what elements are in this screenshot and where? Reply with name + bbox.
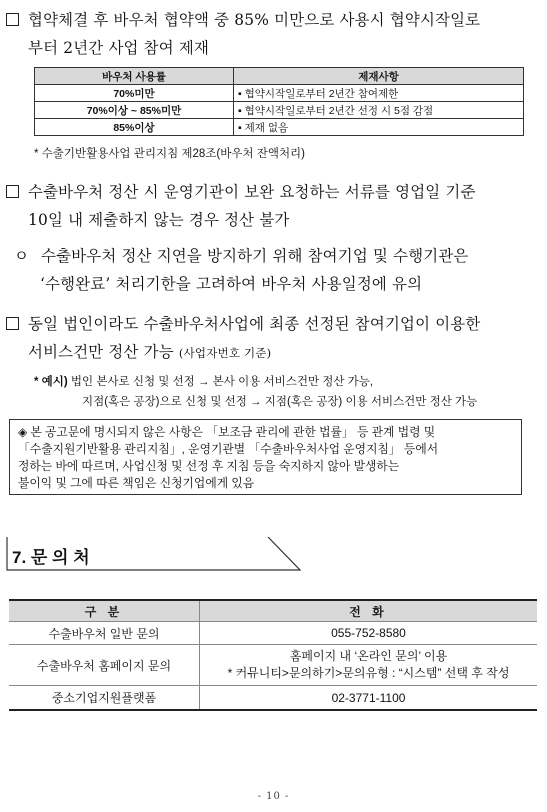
col-header-phone: 전 화 [200,600,538,622]
section3-text: 동일 법인이라도 수출바우처사업에 최종 선정된 참여기업이 이용한 서비스건만 정산 가능 (사업자번호 기준) [6,310,480,367]
table-row [35,102,524,119]
checkbox-square-icon [6,317,19,330]
checkbox-square-icon [6,13,19,26]
regulation-note: * 수출기반활용사업 관리지침 제28조(바우처 잔액처리) [34,148,305,160]
category-cell: 수출바우처 홈페이지 문의 [9,645,200,686]
sanction-cell: ▪ 제재 없음 [234,119,524,136]
col-header-rate: 바우처 사용률 [35,68,234,85]
rate-cell: 85%이상 [35,119,234,136]
example-block: * 예시) 법인 본사로 신청 및 선정 → 본사 이용 서비스건만 정산 가능, 지점(혹은 공장)으로 신청 및 선정 → 지점(혹은 공장) 이용 서비스건만 정산 가능 [34,376,478,408]
category-cell: 수출바우처 일반 문의 [9,622,200,645]
table-row [35,119,524,136]
page-number: - 10 - [257,791,290,802]
contact-table [9,599,537,711]
rate-cell: 70%미만 [35,85,234,102]
checkbox-square-icon [6,185,19,198]
table-row [9,622,537,645]
section1-text: 협약체결 후 바우처 협약액 중 85% 미만으로 사용시 협약시작일로 부터 2년간 사업 참여 제재 [6,6,480,62]
circle-bullet-icon: ㅇ [14,247,30,265]
sanction-cell: ▪ 협약시작일로부터 2년간 참여제한 [234,85,524,102]
col-header-sanction: 제재사항 [234,68,524,85]
section7-heading: 7. 문 의 처 [12,548,90,567]
sanction-cell: ▪ 협약시작일로부터 2년간 선정 시 5점 감점 [234,102,524,119]
example-label: * 예시) [34,376,68,388]
notice-box: ◈ 본 공고문에 명시되지 않은 사항은 「보조금 관리에 관한 법률」 등 관계 법령 및 「수출지원기반활용 관리지침」, 운영기관별 「수출바우처사업 운영지침」 등에서 정하는 바에 따르며, 사업신청 및 선정 후 지침 등을 숙지하지 않아 발생하는 불이익 및 그에 따른 책임은 신청기업에게 있음 [9,419,522,495]
diamond-bullet-icon: ◈ [18,425,28,439]
section2-subitem: ㅇ 수출바우처 정산 지연을 방지하기 위해 참여기업 및 수행기관은 ‘수행완료’ 처리기한을 고려하여 바우처 사용일정에 유의 [14,247,469,293]
col-header-category: 구 분 [9,600,200,622]
contact-cell: 055-752-8580 [200,622,538,645]
section2-text: 수출바우처 정산 시 운영기관이 보완 요청하는 서류를 영업일 기준 10일 내 제출하지 않는 경우 정산 불가 [6,178,476,234]
rate-cell: 70%이상 ~ 85%미만 [35,102,234,119]
contact-cell: 홈페이지 내 ‘온라인 문의’ 이용 * 커뮤니티>문의하기>문의유형 : “시스템” 선택 후 작성 [200,645,538,686]
table-row [35,85,524,102]
table-row [9,645,537,686]
table-row [9,686,537,711]
section7-heading-box [6,537,301,571]
category-cell: 중소기업지원플랫폼 [9,686,200,711]
contact-cell: 02-3771-1100 [200,686,538,711]
sanction-table [34,67,524,136]
